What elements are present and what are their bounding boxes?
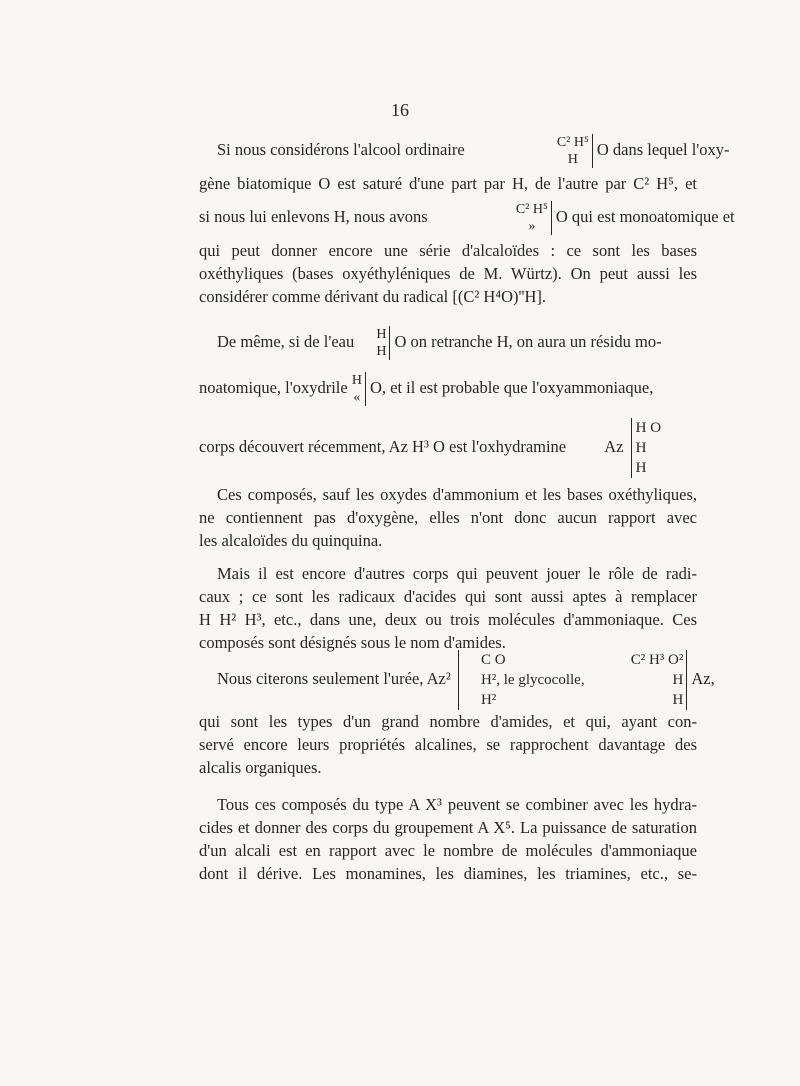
text-line: composés sont désignés sous le nom d'amides. [199, 633, 506, 652]
line-uree-formula [199, 648, 715, 710]
text: O dans lequel l'oxy- [596, 140, 730, 159]
text: noatomique, l'oxydrile [199, 378, 348, 397]
paragraph-alcohol [199, 128, 735, 308]
line-ethoxy-formula [199, 195, 735, 239]
text-line: Tous ces composés du type A X³ peuvent se combiner avec les hydra- [217, 795, 697, 814]
formula-water [358, 326, 390, 360]
text-line: servé encore leurs propriétés alcalines, se rapprochent davantage des [199, 735, 697, 754]
paragraph-composes [199, 483, 697, 552]
text-line: ne contiennent pas d'oxygène, elles n'ont donc aucun rapport avec [199, 508, 697, 527]
text-line: d'un alcali est en rapport avec le nombre de molécules d'ammoniaque [199, 841, 697, 860]
line-alcohol-formula [199, 128, 730, 172]
text-line: H H² H³, etc., dans une, deux ou trois molécules d'ammoniaque. Ces [199, 610, 697, 629]
formula-az: Az [604, 437, 624, 456]
formula-oxhydramine [631, 418, 661, 478]
text-line: considérer comme dérivant du radical [(C² H⁴O)''H]. [199, 287, 546, 306]
formula-row: H² [480, 692, 497, 709]
page-number: 16 [391, 100, 409, 120]
text: O qui est monoatomique et [555, 207, 735, 226]
formula-bottom: « [353, 390, 361, 406]
text: O on retranche H, on aura un résidu mo- [394, 332, 662, 351]
text-line: oxéthyliques (bases oxyéthyléniques de M. Würtz). On peut aussi les [199, 264, 697, 283]
text-line: gène biatomique O est saturé d'une part par H, de l'autre par C² H⁵, et [199, 174, 697, 193]
paragraph-radicaux [199, 562, 697, 654]
formula-row: H [635, 440, 647, 457]
text-line: cides et donner des corps du groupement A X⁵. La puissance de saturation [199, 818, 697, 837]
formula-bottom: » [528, 219, 536, 235]
text: corps découvert récemment, Az H³ O est l'oxhydramine [199, 437, 567, 456]
paragraph-types [199, 793, 697, 885]
paragraph-uree [199, 648, 715, 779]
text: O, et il est probable que l'oxyammoniaque, [369, 378, 654, 397]
text: Si nous considérons l'alcool ordinaire [217, 140, 465, 159]
text-line: dont il dérive. Les monamines, les diamines, les triamines, etc., se- [199, 864, 697, 883]
text: Az, [691, 669, 715, 688]
line-oxydrile-formula [199, 364, 697, 412]
formula-row: C² H³ O² [630, 652, 684, 669]
paragraph-water [199, 320, 697, 482]
formula-row: H [672, 672, 684, 689]
formula-row: H², le glycocolle, [480, 672, 585, 689]
formula-row: H [672, 692, 684, 709]
formula-alcohol [539, 134, 593, 168]
text: De même, si de l'eau [217, 332, 355, 351]
formula-top: C² H⁵ [556, 135, 589, 151]
formula-ethoxy [516, 201, 552, 235]
formula-bottom: H [376, 344, 387, 360]
formula-row: H [635, 460, 647, 477]
text-line: les alcaloïdes du quinquina. [199, 531, 383, 550]
formula-row: C O [480, 652, 506, 669]
text: Nous citerons seulement l'urée, Az² [217, 669, 451, 688]
formula-top: H [351, 373, 362, 389]
text-line: qui peut donner encore une série d'alcaloïdes : ce sont les bases [199, 241, 697, 260]
formula-bottom: H [567, 152, 578, 168]
formula-top: H [376, 327, 387, 343]
formula-uree [458, 650, 585, 710]
text-line: Mais il est encore d'autres corps qui peuvent jouer le rôle de radi- [217, 564, 697, 583]
formula-glycocolle [613, 650, 688, 710]
formula-top: C² H⁵ [515, 202, 548, 218]
formula-oxydrile [352, 372, 366, 406]
line-oxhydramine-formula [199, 412, 697, 482]
line-water-formula [199, 320, 697, 364]
text-line: caux ; ce sont les radicaux d'acides qui sont aussi aptes à remplacer [199, 587, 697, 606]
text-line: alcalis organiques. [199, 758, 322, 777]
formula-row: H O [635, 420, 662, 437]
text-line: Ces composés, sauf les oxydes d'ammonium et les bases oxéthyliques, [217, 485, 697, 504]
text: si nous lui enlevons H, nous avons [199, 207, 428, 226]
text-line: qui sont les types d'un grand nombre d'amides, et qui, ayant con- [199, 712, 697, 731]
